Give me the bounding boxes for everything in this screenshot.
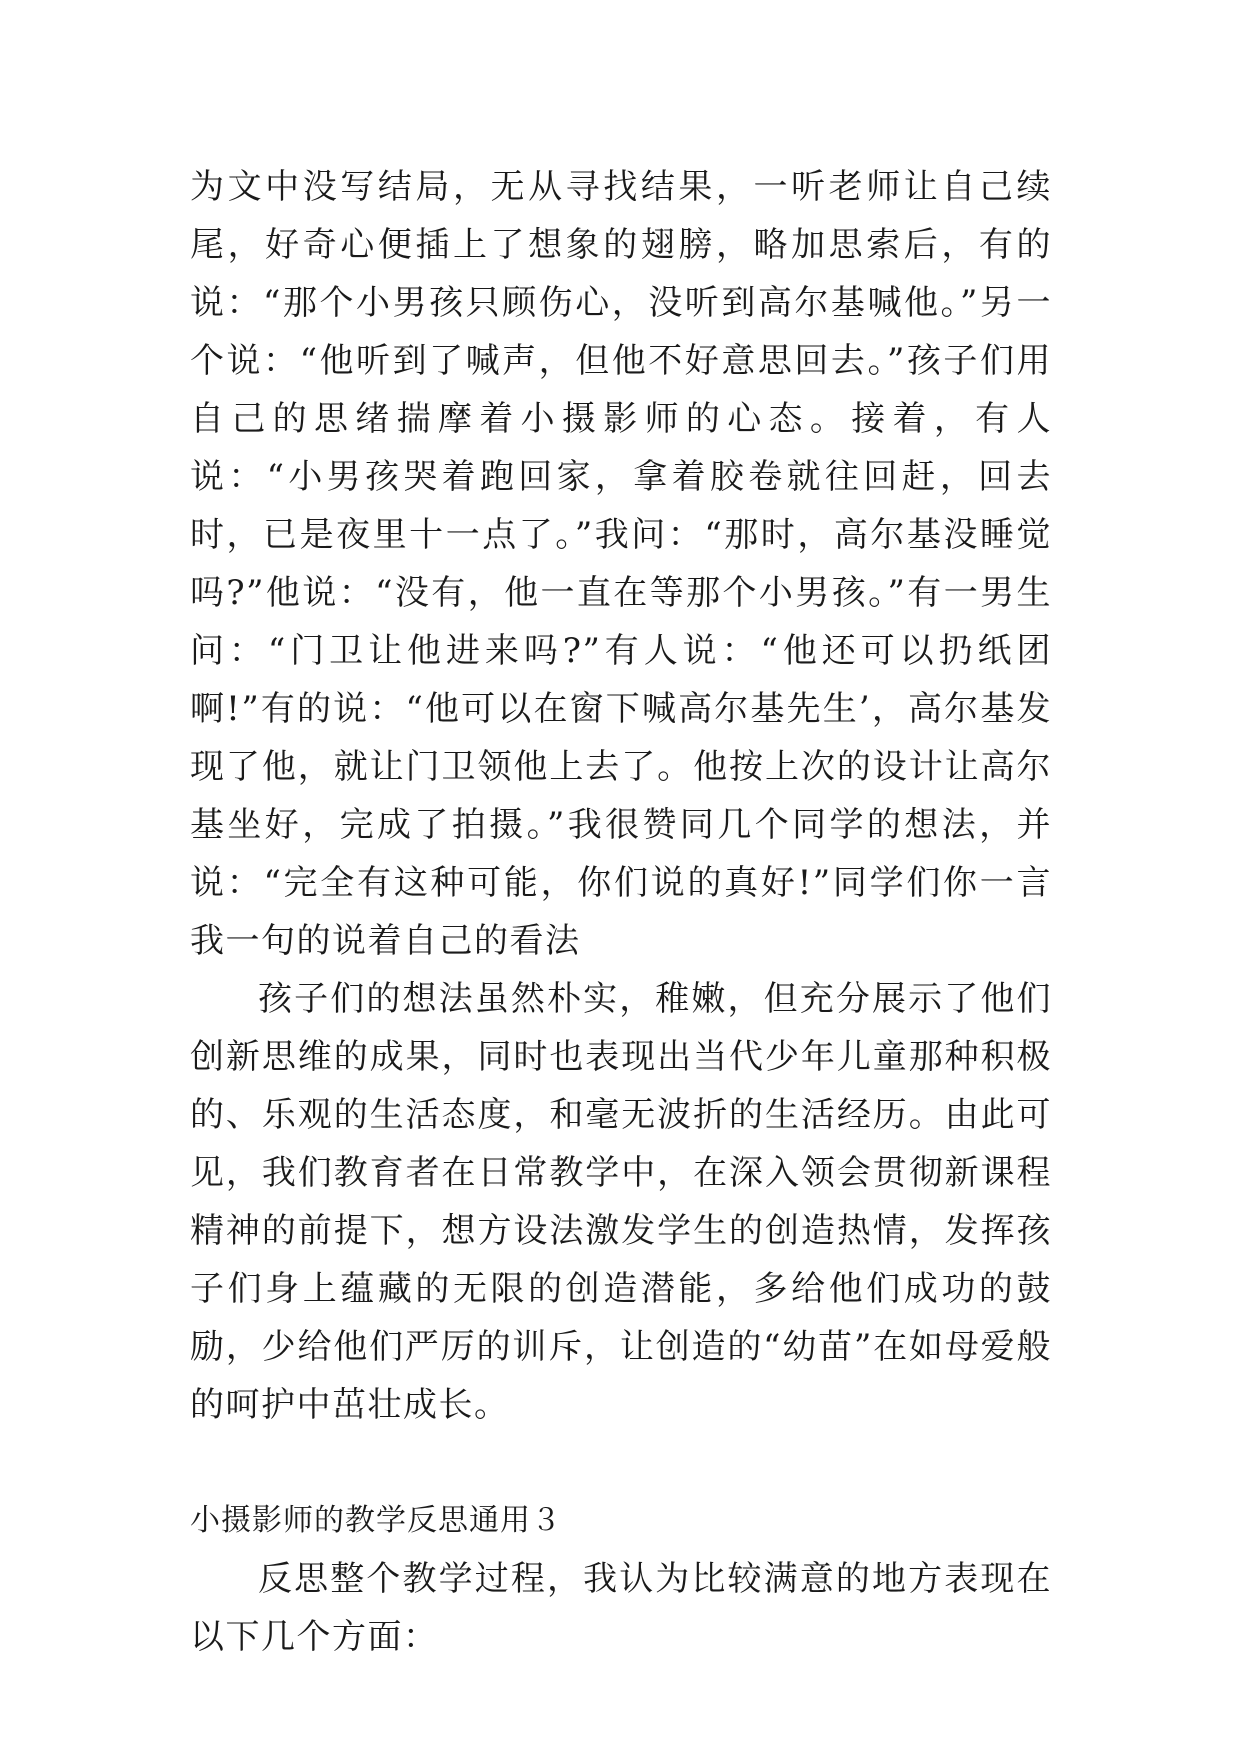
body-paragraph: 孩子们的想法虽然朴实，稚嫩，但充分展示了他们创新思维的成果，同时也表现出当代少年儿童那种积极的、乐观的生活态度，和毫无波折的生活经历。由此可见，我们教育者在日常教学中，在深入领会贯彻新课程精神的前提下，想方设法激发学生的创造热情，发挥孩子们身上蕴藏的无限的创造潜能，多给他们成功的鼓励，少给他们严厉的训斥，让创造的“幼苗”在如母爱般的呵护中茁壮成长。 [190, 979, 1052, 1425]
section-title: 小摄影师的教学反思通用３ [190, 1503, 562, 1538]
body-paragraph-continued: 为文中没写结局，无从寻找结果，一听老师让自己续尾，好奇心便插上了想象的翅膀，略加思索后，有的说：“那个小男孩只顾伤心，没听到高尔基喊他。”另一个说：“他听到了喊声，但他不好意思回去。”孩子们用自己的思绪揣摩着小摄影师的心态。接着，有人说：“小男孩哭着跑回家，拿着胶卷就往回赶，回去时，已是夜里十一点了。”我问：“那时，高尔基没睡觉吗?”他说：“没有，他一直在等那个小男孩。”有一男生问：“门卫让他进来吗?”有人说：“他还可以扔纸团啊!”有的说：“他可以在窗下喊高尔基先生’，高尔基发现了他，就让门卫领他上去了。他按上次的设计让高尔基坐好，完成了拍摄。”我很赞同几个同学的想法，并说：“完全有这种可能，你们说的真好!”同学们你一言我一句的说着自己的看法 [190, 167, 1052, 961]
body-paragraph: 反思整个教学过程，我认为比较满意的地方表现在以下几个方面： [190, 1559, 1052, 1657]
document-page [190, 158, 1052, 1666]
